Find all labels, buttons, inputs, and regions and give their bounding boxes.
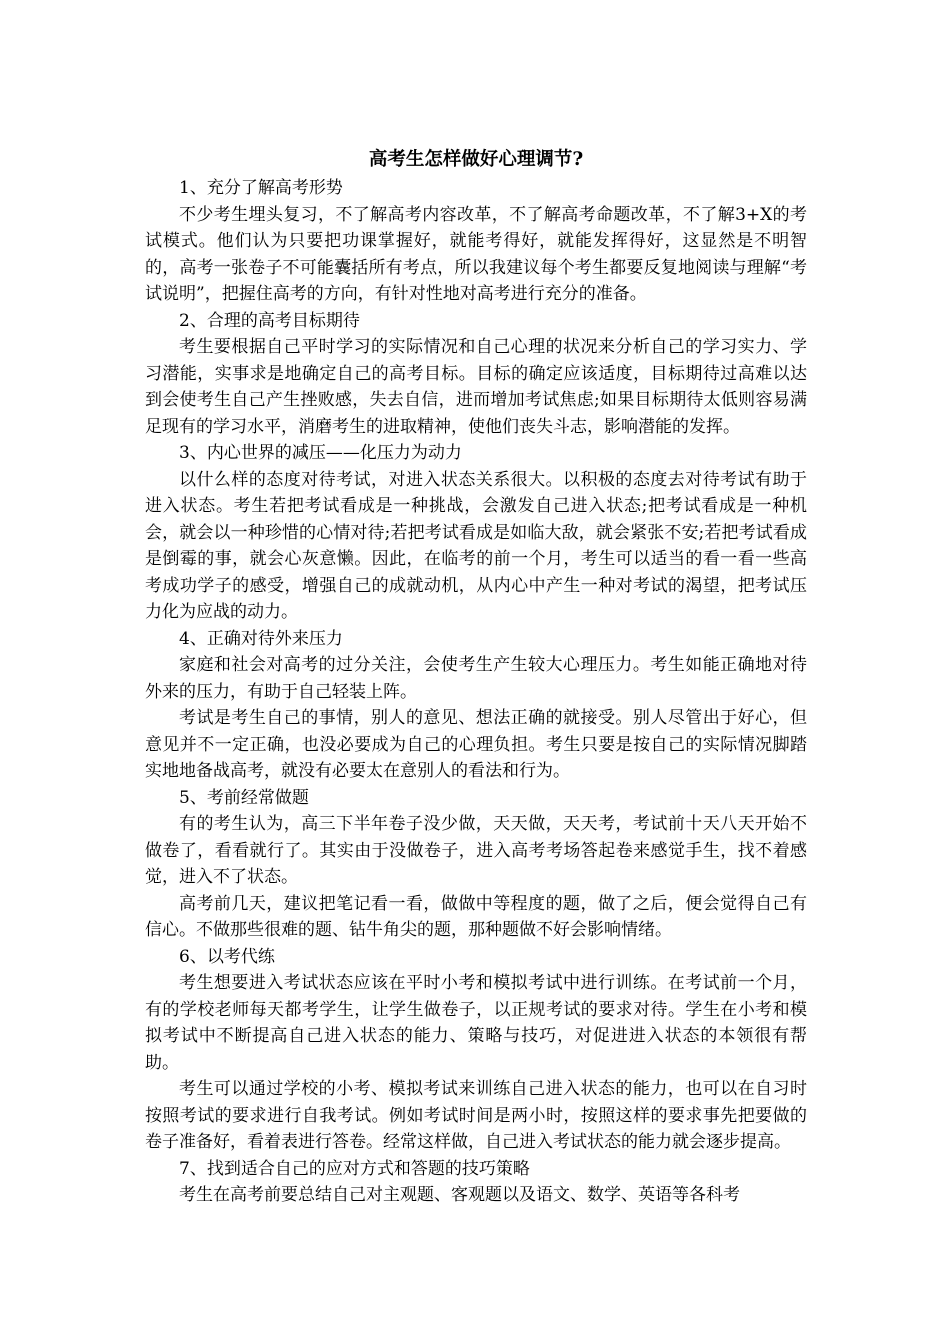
section-heading-2: 2、合理的高考目标期待 (179, 310, 360, 331)
section-heading-5: 5、考前经常做题 (179, 787, 309, 808)
section-heading-6: 6、以考代练 (179, 946, 275, 967)
paragraph: 考生可以通过学校的小考、模拟考试来训练自己进入状态的能力，也可以在自习时按照考试的要求进行自我考试。例如考试时间是两小时，按照这样的要求事先把要做的卷子准备好，看着表进行答卷。经常这样做，自己进入考试状态的能力就会逐步提高。 (145, 1079, 807, 1152)
paragraph: 考试是考生自己的事情，别人的意见、想法正确的就接受。别人尽管出于好心，但意见并不一定正确，也没必要成为自己的心理负担。考生只要是按自己的实际情况脚踏实地地备战高考，就没有必要太在意别人的看法和行为。 (145, 708, 807, 781)
section-heading-7: 7、找到适合自己的应对方式和答题的技巧策略 (179, 1158, 530, 1179)
paragraph: 考生在高考前要总结自己对主观题、客观题以及语文、数学、英语等各科考 (179, 1185, 740, 1205)
section-heading-3: 3、内心世界的减压——化压力为动力 (179, 443, 462, 463)
paragraph: 不少考生埋头复习，不了解高考内容改革，不了解高考命题改革，不了解3+X的考试模式。他们认为只要把功课掌握好，就能考得好，就能发挥得好，这显然是不明智的，高考一张卷子不可能囊括所有考点，所以我建议每个考生都要反复地阅读与理解“考试说明”，把握住高考的方向，有针对性地对高考进行充分的准备。 (145, 204, 807, 304)
paragraph: 高考前几天，建议把笔记看一看，做做中等程度的题，做了之后，便会觉得自己有信心。不做那些很难的题、钻牛角尖的题，那种题做不好会影响情绪。 (145, 893, 807, 940)
paragraph: 考生要根据自己平时学习的实际情况和自己心理的状况来分析自己的学习实力、学习潜能，实事求是地确定自己的高考目标。目标的确定应该适度，目标期待过高难以达到会使考生自己产生挫败感，失去自信，进而增加考试焦虑;如果目标期待太低则容易满足现有的学习水平，消磨考生的进取精神，使他们丧失斗志，影响潜能的发挥。 (145, 337, 807, 437)
paragraph: 考生想要进入考试状态应该在平时小考和模拟考试中进行训练。在考试前一个月，有的学校老师每天都考学生，让学生做卷子，以正规考试的要求对待。学生在小考和模拟考试中不断提高自己进入状态的能力、策略与技巧，对促进进入状态的本领很有帮助。 (145, 973, 807, 1073)
paragraph: 家庭和社会对高考的过分关注，会使考生产生较大心理压力。考生如能正确地对待外来的压力，有助于自己轻装上阵。 (145, 655, 807, 702)
section-heading-1: 1、充分了解高考形势 (179, 178, 343, 198)
paragraph: 有的考生认为，高三下半年卷子没少做，天天做，天天考，考试前十天八天开始不做卷了，看看就行了。其实由于没做卷子，进入高考考场答起卷来感觉手生，找不着感觉，进入不了状态。 (145, 814, 807, 887)
document-title: 高考生怎样做好心理调节? (368, 149, 584, 170)
paragraph: 以什么样的态度对待考试，对进入状态关系很大。以积极的态度去对待考试有助于进入状态。考生若把考试看成是一种挑战，会激发自己进入状态;把考试看成是一种机会，就会以一种珍惜的心情对待;若把考试看成是如临大敌，就会紧张不安;若把考试看成是倒霉的事，就会心灰意懒。因此，在临考的前一个月，考生可以适当的看一看一些高考成功学子的感受，增强自己的成就动机，从内心中产生一种对考试的渴望，把考试压力化为应战的动力。 (145, 469, 807, 622)
document-page (145, 140, 807, 1209)
section-heading-4: 4、正确对待外来压力 (179, 628, 343, 649)
